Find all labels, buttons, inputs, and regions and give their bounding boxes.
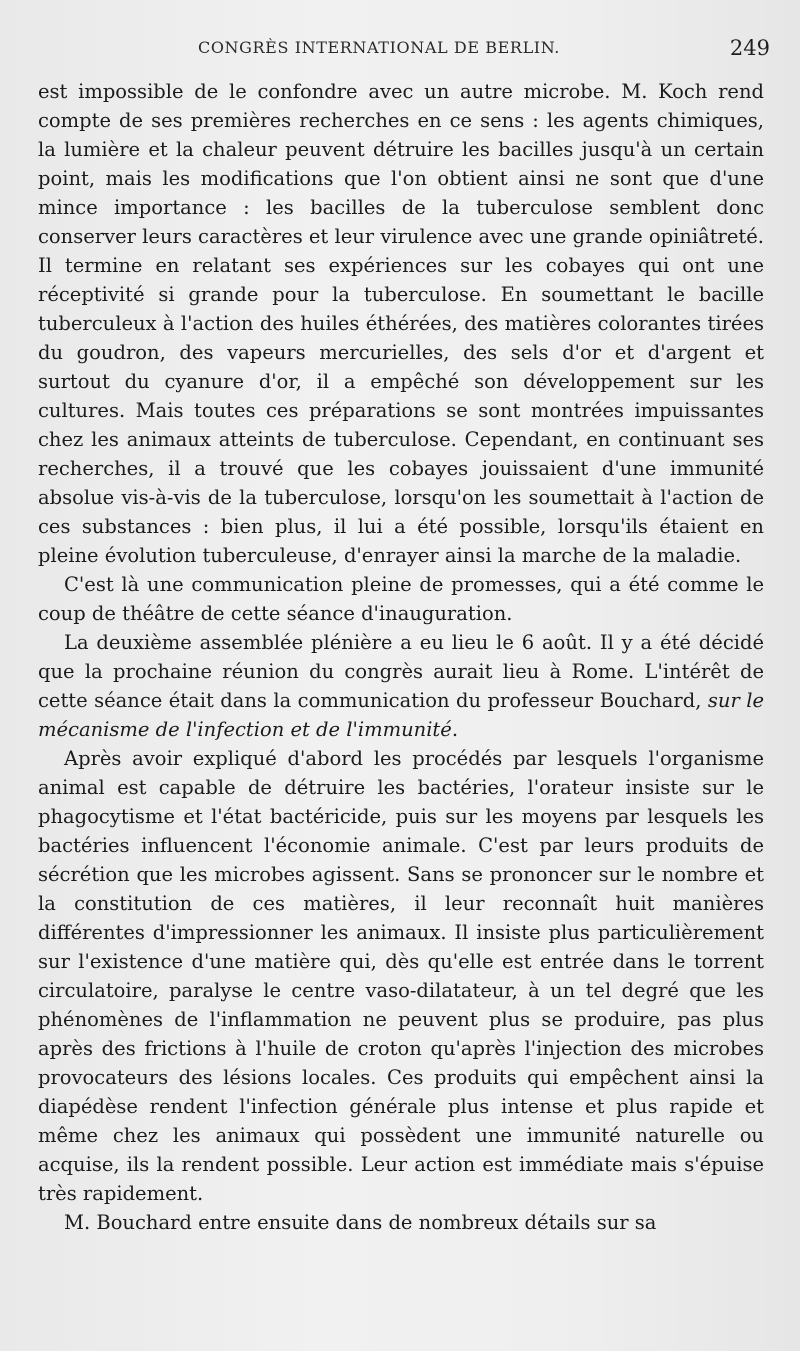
paragraph-bouchard-expose: Après avoir expliqué d'abord les procédés par lesquels l'organisme animal est capable de détruire les bactéries, l'orateur insiste sur le phagocytisme et l'état bactéricide, puis sur les moyens par lesquels les bactéries influencent l'économie animale. C'est par leurs produits de sécrétion que les microbes agissent. Sans se prononcer sur le nombre et la constitution de ces matières, il leur reconnaît huit manières différentes d'impressionner les animaux. Il insiste plus particulièrement sur l'existence d'une matière qui, dès qu'elle est entrée dans le torrent circulatoire, paralyse le centre vaso-dilatateur, à un tel degré que les phénomènes de l'inflammation ne peuvent plus se produire, pas plus après des frictions à l'huile de croton qu'après l'injection des microbes provocateurs des lésions locales. Ces produits qui empêchent ainsi la diapédèse rendent l'infection générale plus intense et plus rapide et même chez les animaux qui possèdent une immunité naturelle ou acquise, ils la rendent possible. Leur action est immédiate mais s'épuise très rapidement. <box>38 747 764 1205</box>
running-title: CONGRÈS INTERNATIONAL DE BERLIN. <box>198 38 560 57</box>
paper-title-italic: sur le mécanisme de l'infection et de l'immunité <box>38 689 764 741</box>
paragraph-text-end: . <box>451 718 459 741</box>
body-text <box>38 77 764 1237</box>
paragraph-koch-research: est impossible de le confondre avec un autre microbe. M. Koch rend compte de ses premières recherches en ce sens : les agents chimiques, la lumière et la chaleur peuvent détruire les bacilles jusqu'à un certain point, mais les modifications que l'on obtient ainsi ne sont que d'une mince importance : les bacilles de la tuberculose semblent donc conserver leurs caractères et leur virulence avec une grande opiniâtreté. Il termine en relatant ses expériences sur les cobayes qui ont une réceptivité si grande pour la tuberculose. En soumettant le bacille tuberculeux à l'action des huiles éthérées, des matières colorantes tirées du goudron, des vapeurs mercurielles, des sels d'or et d'argent et surtout du cyanure d'or, il a empêché son développement sur les cultures. Mais toutes ces préparations se sont montrées impuissantes chez les animaux atteints de tuberculose. Cependant, en continuant ses recherches, il a trouvé que les cobayes jouissaient d'une immunité absolue vis-à-vis de la tuberculose, lorsqu'on les soumettait à l'action de ces substances : bien plus, il lui a été possible, lorsqu'ils étaient en pleine évolution tuberculeuse, d'enrayer ainsi la marche de la maladie. <box>38 80 764 567</box>
paragraph-communication-promesses: C'est là une communication pleine de promesses, qui a été comme le coup de théâtre de cette séance d'inauguration. <box>38 573 764 625</box>
paragraph-deuxieme-assemblee <box>38 628 764 744</box>
paragraph-bouchard-details: M. Bouchard entre ensuite dans de nombreux détails sur sa <box>64 1211 657 1234</box>
paragraph-text: La deuxième assemblée plénière a eu lieu le 6 août. Il y a été décidé que la prochaine réunion du congrès aurait lieu à Rome. L'intérêt de cette séance était dans la communication du professeur Bouchard, <box>38 631 764 712</box>
page-header <box>40 34 770 64</box>
page-number: 249 <box>729 36 770 60</box>
